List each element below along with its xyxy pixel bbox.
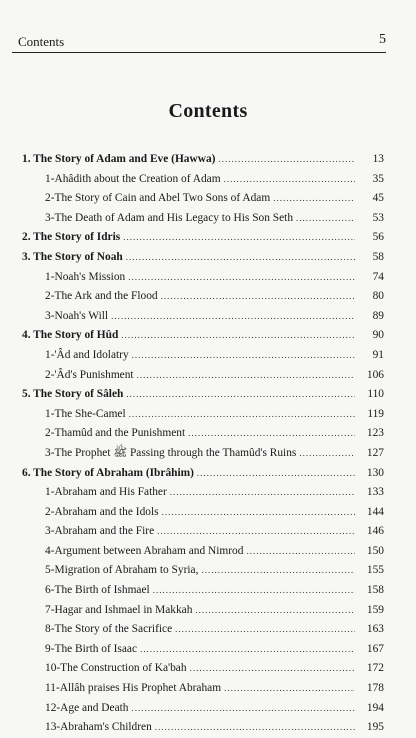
toc-subsection-entry bbox=[22, 718, 384, 738]
toc-entry-label: 9-The Birth of Isaac bbox=[45, 642, 138, 655]
dot-leader bbox=[162, 503, 355, 523]
dot-leader bbox=[224, 679, 355, 699]
toc-subsection-entry bbox=[22, 307, 384, 327]
toc-entry-page: 106 bbox=[366, 368, 384, 381]
toc-entry-page: 74 bbox=[372, 270, 384, 283]
toc-entry-label: 5. The Story of Sâleh bbox=[22, 388, 124, 401]
toc-subsection-entry bbox=[22, 561, 384, 581]
toc-section-entry bbox=[22, 464, 384, 484]
toc-entry-label: 3-Noah's Will bbox=[45, 309, 109, 322]
toc-subsection-entry bbox=[22, 699, 384, 719]
toc-subsection-entry bbox=[22, 189, 384, 209]
toc-entry-page: 167 bbox=[366, 642, 384, 655]
toc-subsection-entry bbox=[22, 581, 384, 601]
toc-entry-page: 130 bbox=[366, 466, 384, 479]
toc-section-entry bbox=[22, 150, 384, 170]
header-section-title: Contents bbox=[18, 34, 65, 49]
toc-subsection-entry bbox=[22, 209, 384, 229]
dot-leader bbox=[129, 405, 355, 425]
toc-entry-label: 10-The Construction of Ka'bah bbox=[45, 662, 187, 675]
toc-entry-label: 4-Argument between Abraham and Nimrod bbox=[45, 544, 244, 557]
toc-entry-page: 53 bbox=[372, 211, 384, 224]
toc-entry-page: 172 bbox=[366, 662, 384, 675]
dot-leader bbox=[126, 385, 355, 405]
toc-entry-page: 159 bbox=[366, 603, 384, 616]
dot-leader bbox=[126, 248, 355, 268]
toc-subsection-entry bbox=[22, 405, 384, 425]
toc-entry-page: 110 bbox=[367, 388, 384, 401]
toc-subsection-entry bbox=[22, 640, 384, 660]
toc-subsection-entry bbox=[22, 620, 384, 640]
dot-leader bbox=[132, 699, 356, 719]
toc-entry-page: 133 bbox=[366, 486, 384, 499]
toc-entry-page: 123 bbox=[366, 427, 384, 440]
toc-entry-label: 1-The She-Camel bbox=[45, 407, 126, 420]
toc-section-entry bbox=[22, 228, 384, 248]
dot-leader bbox=[111, 307, 355, 327]
toc-entry-page: 194 bbox=[366, 701, 384, 714]
dot-leader bbox=[175, 620, 355, 640]
toc-entry-label: 4. The Story of Hûd bbox=[22, 329, 119, 342]
dot-leader bbox=[140, 640, 355, 660]
toc-subsection-entry bbox=[22, 366, 384, 386]
toc-section-entry bbox=[22, 326, 384, 346]
dot-leader bbox=[157, 522, 355, 542]
dot-leader bbox=[195, 601, 355, 621]
dot-leader bbox=[121, 326, 355, 346]
toc-entry-label: 1-Abraham and His Father bbox=[45, 486, 167, 499]
toc-section-entry bbox=[22, 248, 384, 268]
page-title: Contents bbox=[168, 100, 248, 122]
toc-entry-label: 6. The Story of Abraham (Ibrâhim) bbox=[22, 466, 194, 479]
toc-entry-label: 2-The Story of Cain and Abel Two Sons of Adam bbox=[45, 192, 271, 205]
toc-entry-label: 3-The Prophet ﷺ Passing through the Thamûd's Ruins bbox=[45, 446, 297, 459]
dot-leader bbox=[224, 170, 355, 190]
toc-entry-page: 119 bbox=[367, 407, 384, 420]
toc-entry-label: 2. The Story of Idris bbox=[22, 231, 121, 244]
dot-leader bbox=[190, 659, 355, 679]
toc-entry-page: 163 bbox=[366, 623, 384, 636]
toc-subsection-entry bbox=[22, 268, 384, 288]
toc-entry-label: 13-Abraham's Children bbox=[45, 721, 152, 734]
toc-entry-label: 2-'Âd's Punishment bbox=[45, 368, 134, 381]
toc-subsection-entry bbox=[22, 503, 384, 523]
toc-entry-page: 90 bbox=[372, 329, 384, 342]
toc-subsection-entry bbox=[22, 287, 384, 307]
toc-subsection-entry bbox=[22, 424, 384, 444]
toc-entry-page: 35 bbox=[372, 172, 384, 185]
dot-leader bbox=[153, 581, 355, 601]
toc-entry-page: 13 bbox=[372, 153, 384, 165]
toc-entry-label: 1-'Âd and Idolatry bbox=[45, 348, 129, 361]
toc-entry-page: 58 bbox=[372, 250, 384, 263]
toc-entry-page: 150 bbox=[366, 544, 384, 557]
dot-leader bbox=[137, 366, 355, 386]
toc-entry-label: 6-The Birth of Ishmael bbox=[45, 584, 150, 597]
dot-leader bbox=[132, 346, 355, 366]
toc-subsection-entry bbox=[22, 679, 384, 699]
dot-leader bbox=[161, 287, 355, 307]
toc-entry-label: 3-Abraham and the Fire bbox=[45, 525, 155, 538]
toc-entry-label: 12-Age and Death bbox=[45, 701, 129, 714]
toc-entry-page: 56 bbox=[372, 231, 384, 244]
header-page-number: 5 bbox=[379, 32, 386, 47]
toc-subsection-entry bbox=[22, 542, 384, 562]
toc-subsection-entry bbox=[22, 170, 384, 190]
toc-entry-label: 11-Allâh praises His Prophet Abraham bbox=[45, 682, 222, 695]
toc-entry-label: 3-The Death of Adam and His Legacy to His Son Seth bbox=[45, 211, 294, 224]
dot-leader bbox=[201, 561, 355, 581]
toc-entry-label: 5-Migration of Abraham to Syria, bbox=[45, 564, 199, 577]
dot-leader bbox=[218, 150, 355, 170]
toc-entry-label: 1. The Story of Adam and Eve (Hawwa) bbox=[22, 153, 216, 165]
toc-section-entry bbox=[22, 385, 384, 405]
toc-entry-page: 127 bbox=[366, 446, 384, 459]
toc-entry-page: 155 bbox=[366, 564, 384, 577]
toc-entry-page: 144 bbox=[366, 505, 384, 518]
running-header bbox=[12, 30, 386, 53]
toc-subsection-entry bbox=[22, 659, 384, 679]
toc-entry-label: 7-Hagar and Ishmael in Makkah bbox=[45, 603, 193, 616]
toc-entry-label: 8-The Story of the Sacrifice bbox=[45, 623, 173, 636]
dot-leader bbox=[246, 542, 355, 562]
toc-subsection-entry bbox=[22, 483, 384, 503]
toc-entry-page: 158 bbox=[366, 584, 384, 597]
toc-entry-label: 1-Ahâdith about the Creation of Adam bbox=[45, 172, 221, 185]
toc-entry-page: 178 bbox=[366, 682, 384, 695]
dot-leader bbox=[197, 464, 355, 484]
dot-leader bbox=[296, 209, 355, 229]
dot-leader bbox=[155, 718, 355, 738]
toc-entry-page: 146 bbox=[366, 525, 384, 538]
toc-entry-page: 195 bbox=[366, 721, 384, 734]
toc-entry-label: 2-The Ark and the Flood bbox=[45, 290, 158, 303]
dot-leader bbox=[188, 424, 355, 444]
toc-entry-label: 2-Abraham and the Idols bbox=[45, 505, 159, 518]
toc-entry-page: 80 bbox=[372, 290, 384, 303]
toc-subsection-entry bbox=[22, 601, 384, 621]
toc-entry-page: 89 bbox=[372, 309, 384, 322]
dot-leader bbox=[273, 189, 355, 209]
toc-subsection-entry bbox=[22, 444, 384, 464]
toc-entry-label: 2-Thamûd and the Punishment bbox=[45, 427, 186, 440]
toc-subsection-entry bbox=[22, 346, 384, 366]
toc-entry-page: 45 bbox=[372, 192, 384, 205]
toc-subsection-entry bbox=[22, 522, 384, 542]
toc-entry-label: 3. The Story of Noah bbox=[22, 250, 123, 263]
dot-leader bbox=[170, 483, 355, 503]
dot-leader bbox=[128, 268, 355, 288]
dot-leader bbox=[299, 444, 355, 464]
toc-entry-label: 1-Noah's Mission bbox=[45, 270, 126, 283]
toc-entry-page: 91 bbox=[372, 348, 384, 361]
table-of-contents bbox=[22, 150, 384, 738]
dot-leader bbox=[123, 228, 355, 248]
